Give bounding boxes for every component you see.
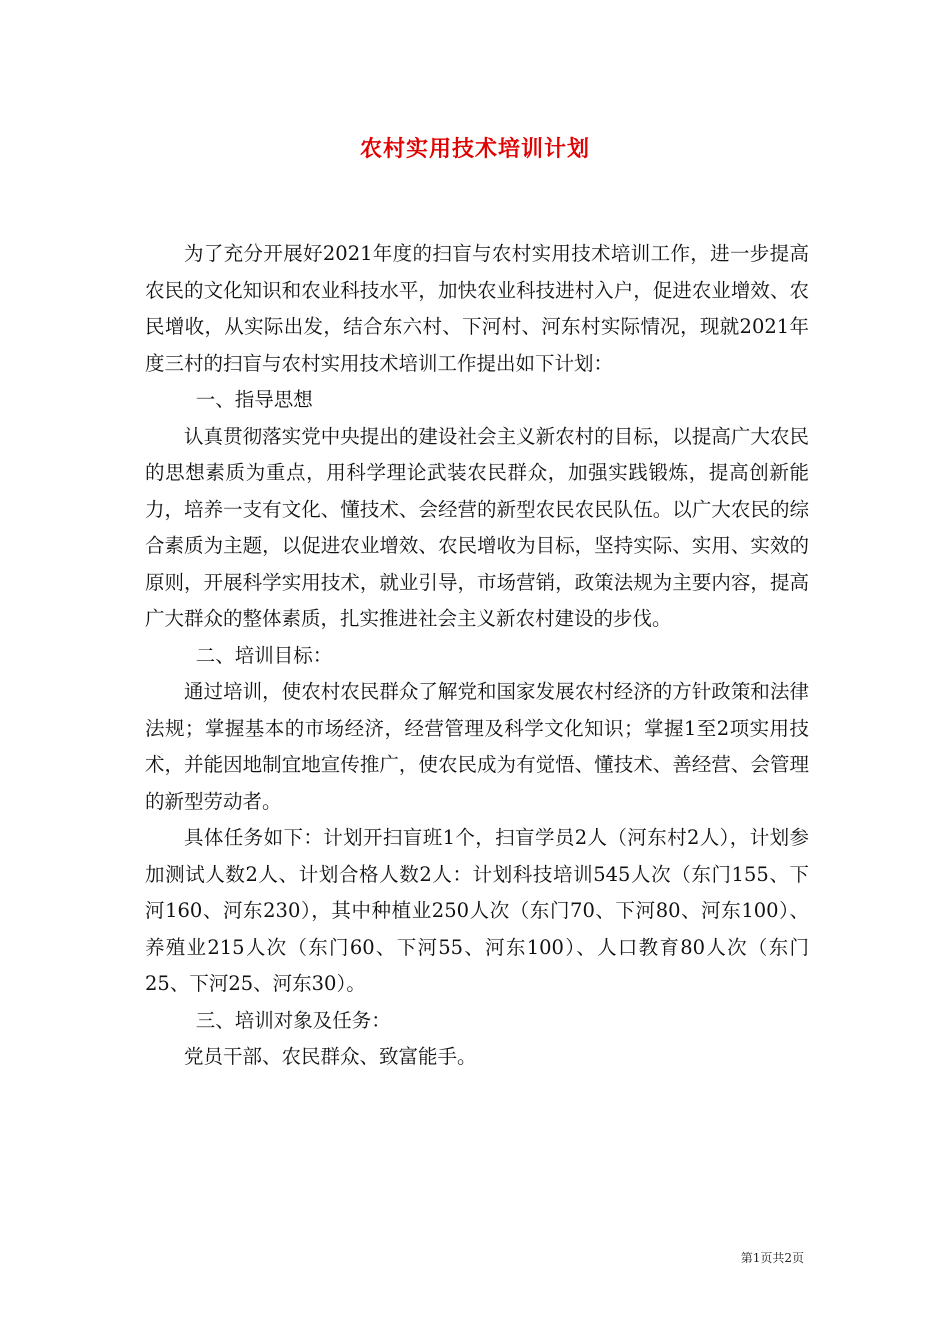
page-number: 第1页共2页 [740, 1251, 804, 1265]
guiding-thought-paragraph: 认真贯彻落实党中央提出的建设社会主义新农村的目标，以提高广大农民的思想素质为重点，用科学理论武装农民群众，加强实践锻炼，提高创新能力，培养一支有文化、懂技术、会经营的新型农民农民队伍。以广大农民的综合素质为主题，以促进农业增效、农民增收为目标，坚持实际、实用、实效的原则，开展科学实用技术，就业引导，市场营销，政策法规为主要内容，提高广大群众的整体素质，扎实推进社会主义新农村建设的步伐。 [145, 424, 809, 630]
section-heading-guiding-thought: 一、指导思想 [195, 388, 313, 411]
intro-paragraph: 为了充分开展好2021年度的扫盲与农村实用技术培训工作，进一步提高农民的文化知识和农业科技水平，加快农业科技进村入户，促进农业增效、农民增收，从实际出发，结合东六村、下河村、河东村实际情况，现就2021年度三村的扫盲与农村实用技术培训工作提出如下计划： [145, 242, 809, 375]
section-heading-training-targets: 三、培训对象及任务： [195, 1008, 391, 1032]
document-title: 农村实用技术培训计划 [359, 136, 590, 162]
specific-tasks-paragraph: 具体任务如下：计划开扫盲班1个，扫盲学员2人（河东村2人），计划参加测试人数2人、计划合格人数2人：计划科技培训545人次（东门155、下河160、河东230），其中种植业250人次（东门70、下河80、河东100）、养殖业215人次（东门60、下河55、河东100）、人口教育80人次（东门25、下河25、河东30）。 [145, 826, 809, 995]
training-goals-paragraph: 通过培训，使农村农民群众了解党和国家发展农村经济的方针政策和法律法规；掌握基本的市场经济，经营管理及科学文化知识；掌握1至2项实用技术，并能因地制宜地宣传推广，使农民成为有觉悟、懂技术、善经营、会管理的新型劳动者。 [145, 680, 809, 813]
training-targets-paragraph: 党员干部、农民群众、致富能手。 [184, 1045, 477, 1068]
document-body [145, 236, 809, 1076]
section-heading-training-goals: 二、培训目标： [195, 643, 333, 667]
